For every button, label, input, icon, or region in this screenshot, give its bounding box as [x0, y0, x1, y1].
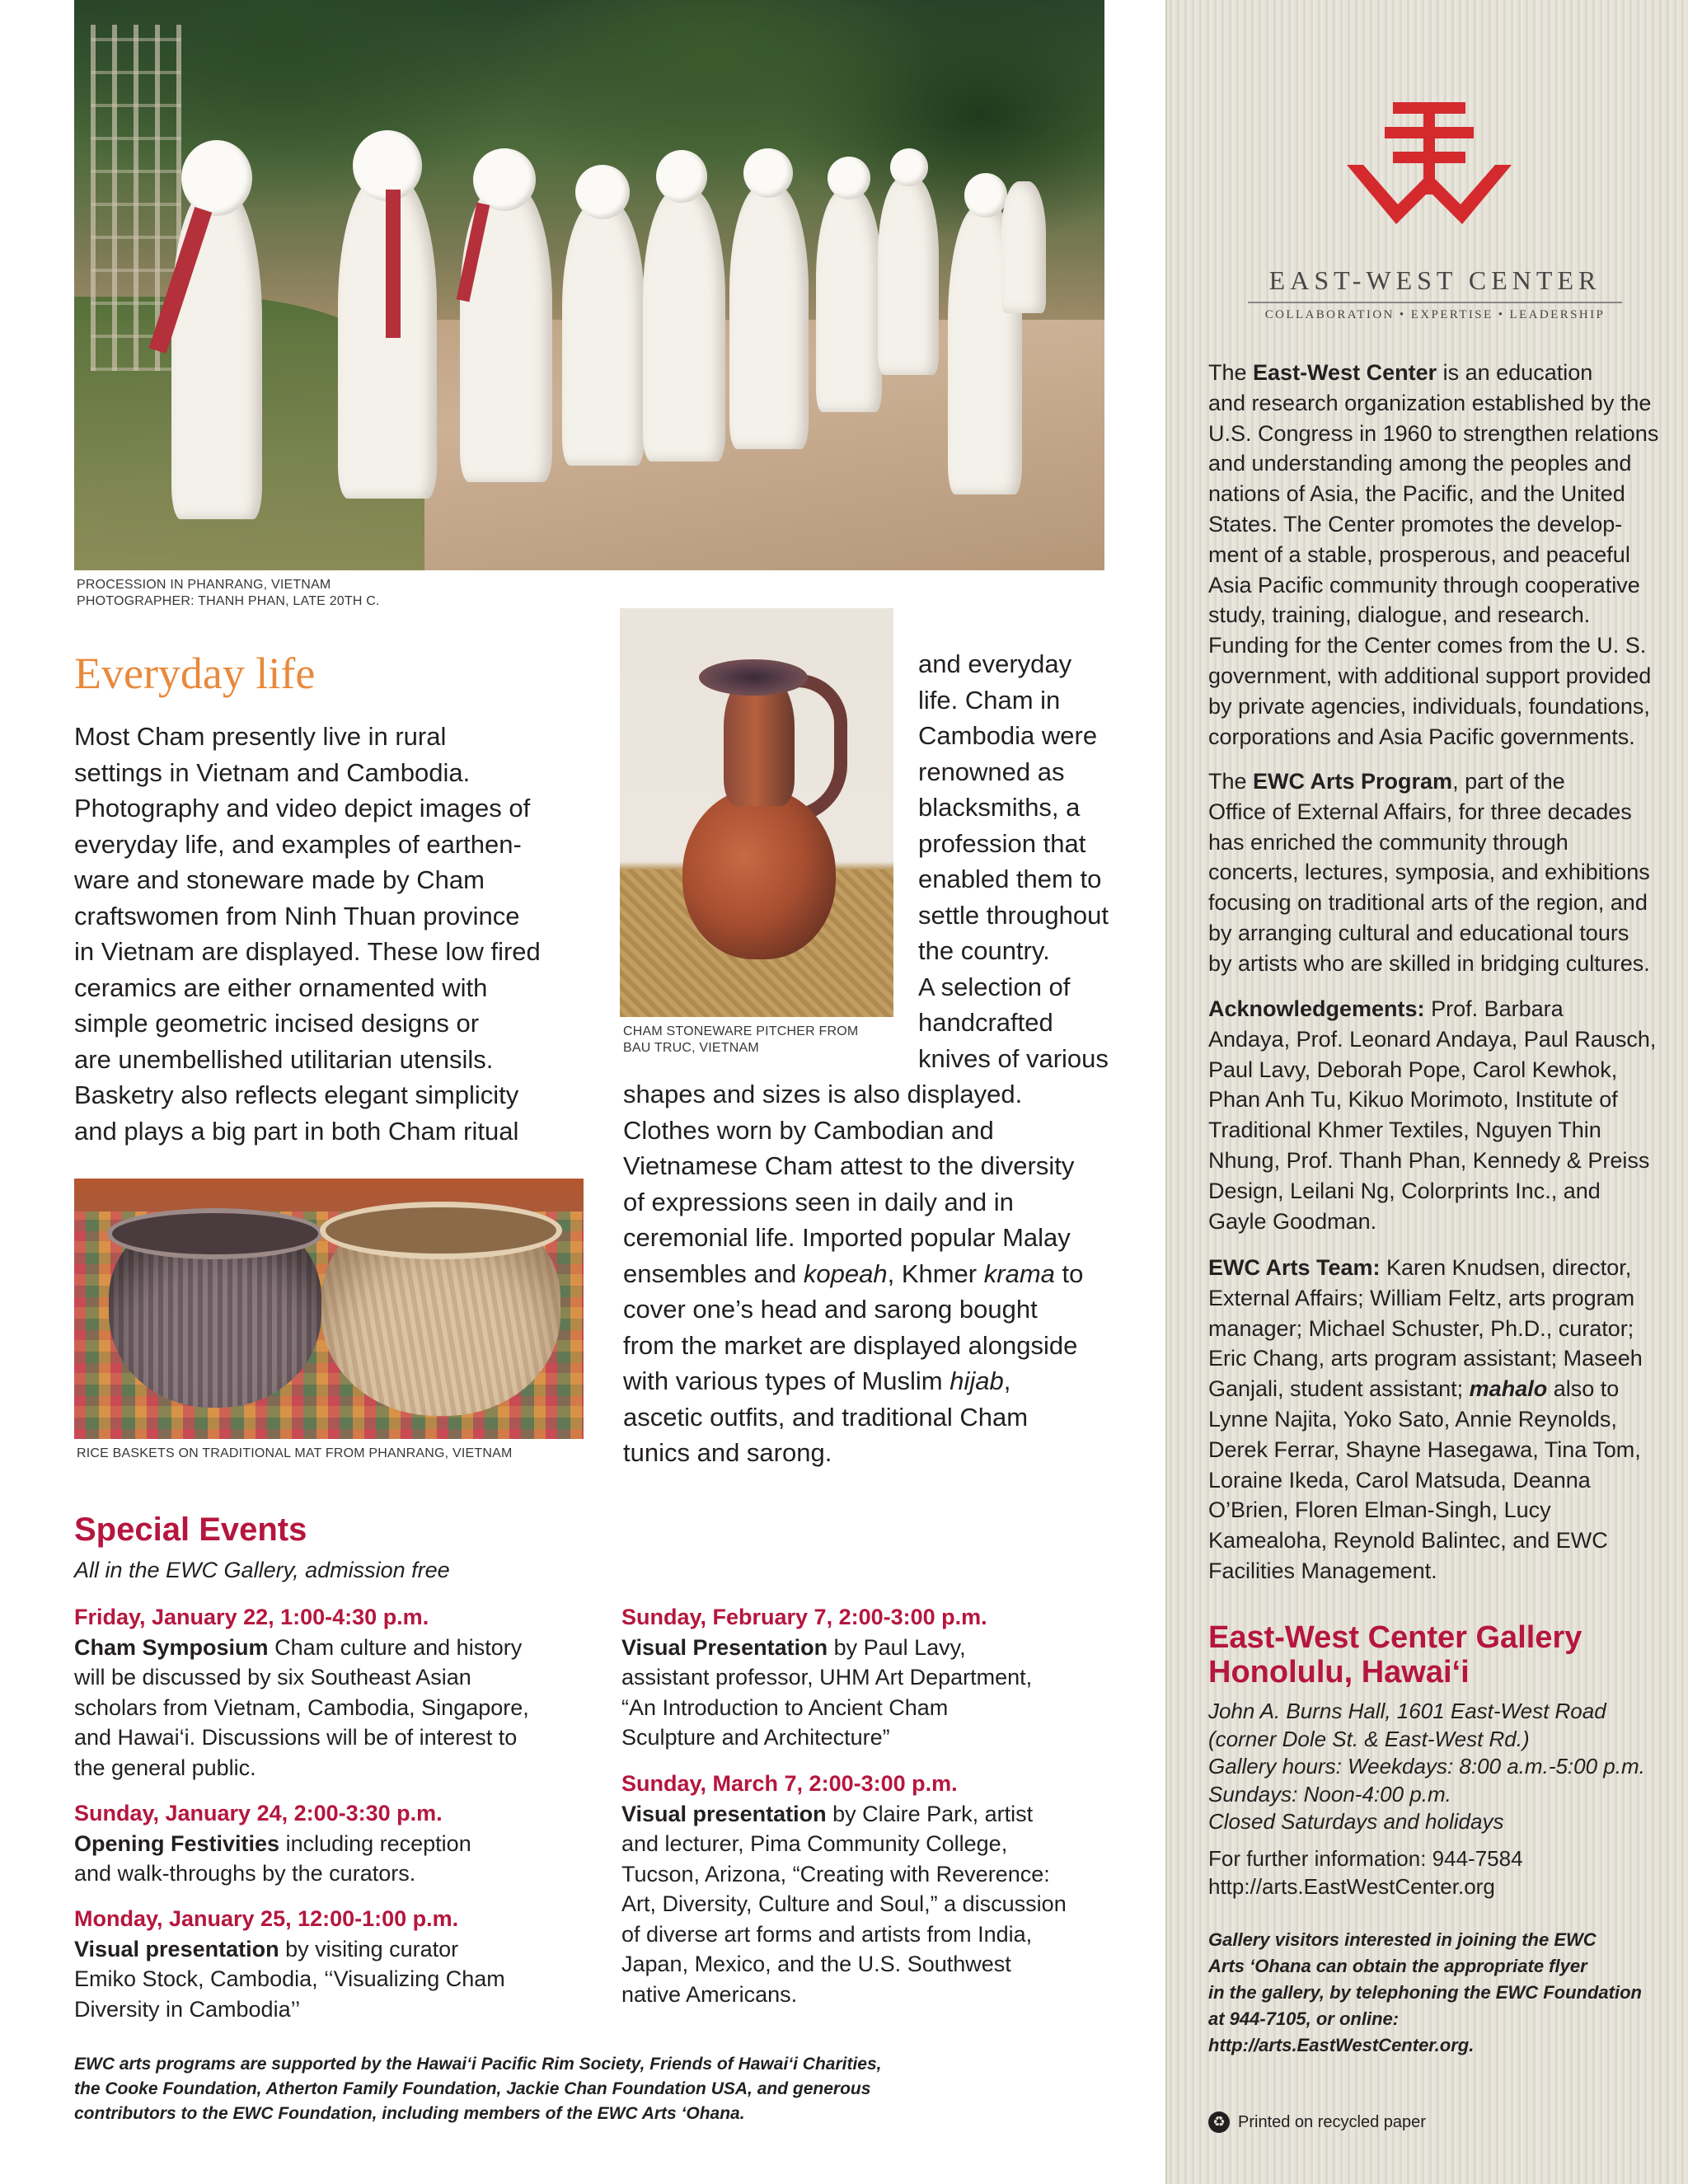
text-line: everyday life, and examples of earthen- [74, 829, 522, 859]
event-line: will be discussed by six Southeast Asian [74, 1665, 471, 1690]
text-line [1208, 358, 1670, 388]
text-run: also to [1547, 1376, 1620, 1402]
event-line: assistant professor, UHM Art Department, [621, 1665, 1033, 1690]
text-run: with various types of Muslim [623, 1366, 950, 1395]
event-line: the general public. [74, 1755, 256, 1780]
text-line: knives of various [918, 1043, 1109, 1073]
text-line [623, 1256, 1159, 1292]
article-column-2-bottom [623, 1076, 1159, 1471]
text-line: Basketry also reflects elegant simplicity [74, 1080, 519, 1109]
photo-figure [878, 177, 939, 375]
text-line: government, with additional support provided [1208, 663, 1652, 688]
text-line: handcrafted [918, 1008, 1053, 1037]
text-line: Clothes worn by Cambodian and [623, 1115, 994, 1145]
text-line: in the gallery, by telephoning the EWC Foundation [1208, 1982, 1642, 2003]
text-line: corporations and Asia Pacific governments. [1208, 724, 1635, 749]
text-line: tunics and sarong. [623, 1438, 832, 1467]
event-visual-presentation-stock [74, 1904, 610, 2024]
text-line [1208, 1374, 1670, 1404]
basket-rim [107, 1208, 323, 1259]
text-line: Paul Lavy, Deborah Pope, Carol Kewhok, [1208, 1057, 1618, 1082]
text-line: cover one’s head and sarong bought [623, 1295, 1038, 1324]
sidebar [1165, 0, 1688, 2184]
event-line: scholars from Vietnam, Cambodia, Singapore, [74, 1694, 529, 1720]
text-line: Office of External Affairs, for three decades [1208, 799, 1632, 824]
event-line: Diversity in Cambodia’’ [74, 1996, 301, 2022]
recycled-label: Printed on recycled paper [1238, 2112, 1426, 2131]
event-line: of diverse art forms and artists from India, [621, 1921, 1033, 1947]
text-line: Gallery hours: Weekdays: 8:00 a.m.-5:00 p.m. [1208, 1754, 1645, 1779]
event-name: Visual Presentation [621, 1634, 828, 1660]
text-line: ceramics are either ornamented with [74, 972, 488, 1002]
event-date: Sunday, March 7, 2:00-3:00 p.m. [621, 1771, 958, 1796]
event-line: Sculpture and Architecture” [621, 1725, 890, 1750]
event-line [621, 1633, 1157, 1663]
logo-name: EAST-WEST CENTER [1268, 265, 1601, 295]
text-line: Cambodia were [918, 721, 1098, 750]
text-line: and plays a big part in both Cham ritual [74, 1116, 519, 1146]
gallery-contact [1208, 1844, 1670, 1900]
photo-figure-head [656, 150, 707, 203]
event-line: and lecturer, Pima Community College, [621, 1831, 1008, 1856]
event-line [74, 1934, 610, 1965]
text-line: concerts, lectures, symposia, and exhibitions [1208, 860, 1650, 885]
photo-figure [562, 202, 645, 466]
event-line [74, 1829, 610, 1859]
photo-figure-head [473, 148, 536, 211]
text-line: Nhung, Prof. Thanh Phan, Kennedy & Preiss [1208, 1147, 1650, 1173]
text-run: including reception [279, 1830, 471, 1856]
event-line: native Americans. [621, 1981, 798, 2007]
footnote-line: contributors to the EWC Foundation, including members of the EWC Arts ‘Ohana. [74, 2104, 745, 2123]
logo-rule [1248, 302, 1622, 303]
photo-figure [643, 190, 725, 462]
text-line: Lynne Najita, Yoko Sato, Annie Reynolds, [1208, 1406, 1617, 1432]
gallery-title-line: East-West Center Gallery [1208, 1620, 1582, 1655]
text-line: U.S. Congress in 1960 to strengthen relations [1208, 420, 1659, 446]
events-title: Special Events [74, 1511, 307, 1548]
caption-line: PROCESSION IN PHANRANG, VIETNAM [77, 578, 331, 592]
text-run: Prof. Barbara [1424, 996, 1564, 1021]
text-line: the country. [918, 936, 1050, 965]
text-line: and everyday [918, 649, 1072, 678]
text-line: (corner Dole St. & East-West Rd.) [1208, 1726, 1530, 1751]
procession-photo [74, 0, 1104, 570]
text-line: shapes and sizes is also displayed. [623, 1080, 1023, 1108]
text-line: Photography and video depict images of [74, 794, 531, 823]
text-run: , part of the [1452, 769, 1565, 794]
text-line: by arranging cultural and educational tours [1208, 920, 1629, 945]
text-line: ment of a stable, prosperous, and peaceful [1208, 541, 1630, 567]
gallery-title [1208, 1620, 1582, 1690]
photo-figure-head [828, 157, 870, 199]
text-line: enabled them to [918, 865, 1102, 893]
photo-figure [816, 190, 882, 412]
text-run: ensembles and [623, 1258, 804, 1288]
photo-figure-scarf [386, 190, 401, 338]
pitcher-lip [699, 659, 808, 696]
text-line: Design, Leilani Ng, Colorprints Inc., and [1208, 1178, 1601, 1203]
pitcher-caption [623, 1024, 858, 1057]
pitcher-body [682, 788, 836, 959]
term-mahalo: mahalo [1469, 1376, 1548, 1402]
events-subtitle: All in the EWC Gallery, admission free [74, 1558, 450, 1582]
website-link[interactable]: http://arts.EastWestCenter.org [1208, 1874, 1495, 1899]
basket-rim [320, 1202, 562, 1259]
event-visual-presentation-park [621, 1769, 1157, 2009]
text-run: The [1208, 360, 1254, 385]
event-name: Visual presentation [74, 1936, 279, 1961]
photo-figure-head [181, 140, 252, 216]
text-line: O’Brien, Floren Elman-Singh, Lucy [1208, 1497, 1551, 1523]
text-line: study, training, dialogue, and research. [1208, 602, 1591, 628]
term-hijab: hijab [950, 1366, 1004, 1395]
text-run: to [1054, 1258, 1084, 1288]
event-date: Monday, January 25, 12:00-1:00 p.m. [74, 1906, 459, 1931]
ewc-arts-program-name: EWC Arts Program [1253, 769, 1453, 794]
text-line: Asia Pacific community through cooperative [1208, 572, 1640, 598]
text-line: renowned as [918, 757, 1065, 786]
text-line: of expressions seen in daily and in [623, 1187, 1014, 1216]
text-line: focusing on traditional arts of the region, and [1208, 890, 1648, 916]
text-line: nations of Asia, the Pacific, and the United [1208, 481, 1625, 507]
pitcher-photo [620, 608, 893, 1017]
text-run: by visiting curator [279, 1936, 459, 1961]
text-line: settle throughout [918, 900, 1109, 930]
text-line: life. Cham in [918, 685, 1061, 715]
text-line: Phan Anh Tu, Kikuo Morimoto, Institute of [1208, 1087, 1618, 1113]
east-west-center-name: East-West Center [1253, 360, 1437, 385]
text-line: Loraine Ikeda, Carol Matsuda, Deanna [1208, 1467, 1591, 1493]
event-date: Sunday, February 7, 2:00-3:00 p.m. [621, 1605, 987, 1629]
text-run: The [1208, 769, 1254, 794]
text-line: simple geometric incised designs or [74, 1009, 480, 1038]
text-run: is an education [1437, 360, 1593, 385]
text-line: profession that [918, 828, 1086, 858]
event-date: Friday, January 22, 1:00-4:30 p.m. [74, 1605, 429, 1629]
text-line: External Affairs; William Feltz, arts program [1208, 1285, 1635, 1310]
photo-figure [729, 185, 809, 449]
text-line: Kamealoha, Reynold Balintec, and EWC [1208, 1528, 1608, 1554]
gallery-address-hours [1208, 1698, 1670, 1836]
text-line: ceremonial life. Imported popular Malay [623, 1223, 1071, 1252]
event-line: “An Introduction to Ancient Cham [621, 1694, 949, 1720]
phone-line: For further information: 944-7584 [1208, 1846, 1523, 1871]
text-line: Vietnamese Cham attest to the diversity [623, 1151, 1075, 1180]
text-line: Sundays: Noon-4:00 p.m. [1208, 1781, 1451, 1807]
event-line: and Hawai‘i. Discussions will be of interest to [74, 1725, 518, 1750]
text-line: Eric Chang, arts program assistant; Maseeh [1208, 1346, 1643, 1371]
photo-figure-head [964, 173, 1007, 218]
text-line: and understanding among the peoples and [1208, 451, 1632, 476]
event-line [621, 1799, 1157, 1830]
text-line: ascetic outfits, and traditional Cham [623, 1402, 1029, 1432]
text-line [623, 1363, 1159, 1399]
text-line: by artists who are skilled in bridging cultures. [1208, 950, 1650, 976]
text-run: Cham culture and history [268, 1634, 523, 1660]
team-label: EWC Arts Team: [1208, 1255, 1381, 1280]
arts-team-paragraph [1208, 1253, 1670, 1586]
footnote-line: EWC arts programs are supported by the Hawai‘i Pacific Rim Society, Friends of Hawai‘i Charities, [74, 2055, 882, 2074]
baskets-photo [74, 1179, 584, 1439]
text-line: Derek Ferrar, Shayne Hasegawa, Tina Tom, [1208, 1436, 1641, 1462]
text-line: has enriched the community through [1208, 829, 1568, 855]
event-visual-presentation-lavy [621, 1602, 1157, 1753]
text-run: Karen Knudsen, director, [1380, 1255, 1632, 1280]
recycle-icon: ♻ [1208, 2111, 1230, 2133]
caption-line: CHAM STONEWARE PITCHER FROM [623, 1024, 859, 1038]
event-line: Emiko Stock, Cambodia, ‘‘Visualizing Cham [74, 1966, 505, 1991]
text-line: at 944-7105, or online: [1208, 2008, 1400, 2029]
photo-figure-head [743, 148, 793, 198]
text-line: States. The Center promotes the develop- [1208, 511, 1623, 537]
event-line: Japan, Mexico, and the U.S. Southwest [621, 1952, 1011, 1976]
term-kopeah: kopeah [803, 1258, 888, 1288]
photo-figure-head [890, 148, 928, 186]
text-line: Traditional Khmer Textiles, Nguyen Thin [1208, 1118, 1601, 1143]
recycled-note [1208, 2111, 1426, 2133]
event-cham-symposium [74, 1602, 610, 1783]
logo-tagline: COLLABORATION • EXPERTISE • LEADERSHIP [1264, 308, 1606, 321]
text-line: in Vietnam are displayed. These low fired [74, 937, 541, 966]
text-run: by Paul Lavy, [828, 1634, 966, 1660]
text-line [1208, 994, 1670, 1024]
procession-caption [77, 577, 380, 610]
text-line: Facilities Management. [1208, 1558, 1437, 1583]
article-column-2-top [918, 646, 1165, 1076]
article-heading: Everyday life [74, 649, 316, 698]
text-line: settings in Vietnam and Cambodia. [74, 757, 471, 787]
text-line: craftswomen from Ninh Thuan province [74, 901, 520, 930]
article-column-1 [74, 719, 610, 1149]
text-line: Arts ‘Ohana can obtain the appropriate flyer [1208, 1956, 1587, 1976]
acknowledgements-paragraph [1208, 994, 1670, 1236]
event-name: Cham Symposium [74, 1634, 269, 1660]
event-line: Tucson, Arizona, “Creating with Reverence: [621, 1861, 1050, 1886]
text-run: Ganjali, student assistant; [1208, 1376, 1470, 1402]
photo-figure [1001, 181, 1046, 313]
arts-program-paragraph [1208, 766, 1670, 979]
event-line: and walk-throughs by the curators. [74, 1861, 416, 1886]
text-line: Funding for the Center comes from the U. S. [1208, 633, 1647, 658]
photo-figure-head [575, 165, 630, 219]
text-line: Most Cham presently live in rural [74, 722, 447, 751]
text-line: Andaya, Prof. Leonard Andaya, Paul Rausch, [1208, 1026, 1657, 1052]
text-run: , [1003, 1366, 1011, 1395]
caption-line: BAU TRUC, VIETNAM [623, 1041, 759, 1055]
text-line: blacksmiths, a [918, 793, 1081, 822]
event-name: Opening Festivities [74, 1830, 280, 1856]
text-run: by Claire Park, artist [826, 1801, 1034, 1826]
event-line [74, 1633, 610, 1663]
text-line: ware and stoneware made by Cham [74, 865, 485, 894]
about-paragraph [1208, 358, 1670, 752]
acknowledgements-label: Acknowledgements: [1208, 996, 1425, 1021]
text-line: John A. Burns Hall, 1601 East-West Road [1208, 1699, 1606, 1723]
text-line: Closed Saturdays and holidays [1208, 1809, 1504, 1834]
text-line [1208, 766, 1670, 797]
ohana-membership-note [1208, 1927, 1670, 2059]
text-line: manager; Michael Schuster, Ph.D., curator; [1208, 1315, 1634, 1341]
text-run: , Khmer [887, 1258, 984, 1288]
ewc-logo-icon [1347, 97, 1512, 229]
footnote-line: the Cooke Foundation, Atherton Family Foundation, Jackie Chan Foundation USA, and generous [74, 2079, 871, 2098]
text-line: from the market are displayed alongside [623, 1330, 1078, 1360]
sponsors-footnote [74, 2052, 981, 2126]
event-date: Sunday, January 24, 2:00-3:30 p.m. [74, 1801, 443, 1825]
text-line: and research organization established by the [1208, 390, 1652, 415]
event-line: Art, Diversity, Culture and Soul,” a discussion [621, 1891, 1067, 1916]
text-line: Gallery visitors interested in joining the EWC [1208, 1929, 1597, 1950]
text-line: Gayle Goodman. [1208, 1208, 1377, 1234]
text-line: http://arts.EastWestCenter.org. [1208, 2035, 1475, 2055]
text-line: by private agencies, individuals, foundations, [1208, 693, 1650, 719]
baskets-caption: RICE BASKETS ON TRADITIONAL MAT FROM PHANRANG, VIETNAM [77, 1446, 513, 1460]
term-krama: krama [983, 1258, 1055, 1288]
text-line [1208, 1253, 1670, 1283]
event-opening-festivities [74, 1798, 610, 1889]
text-line: A selection of [918, 972, 1071, 1001]
caption-line: PHOTOGRAPHER: THANH PHAN, LATE 20TH C. [77, 594, 380, 608]
gallery-title-line: Honolulu, Hawai‘i [1208, 1655, 1470, 1690]
text-line: are unembellished utilitarian utensils. [74, 1044, 494, 1074]
event-name: Visual presentation [621, 1801, 827, 1826]
